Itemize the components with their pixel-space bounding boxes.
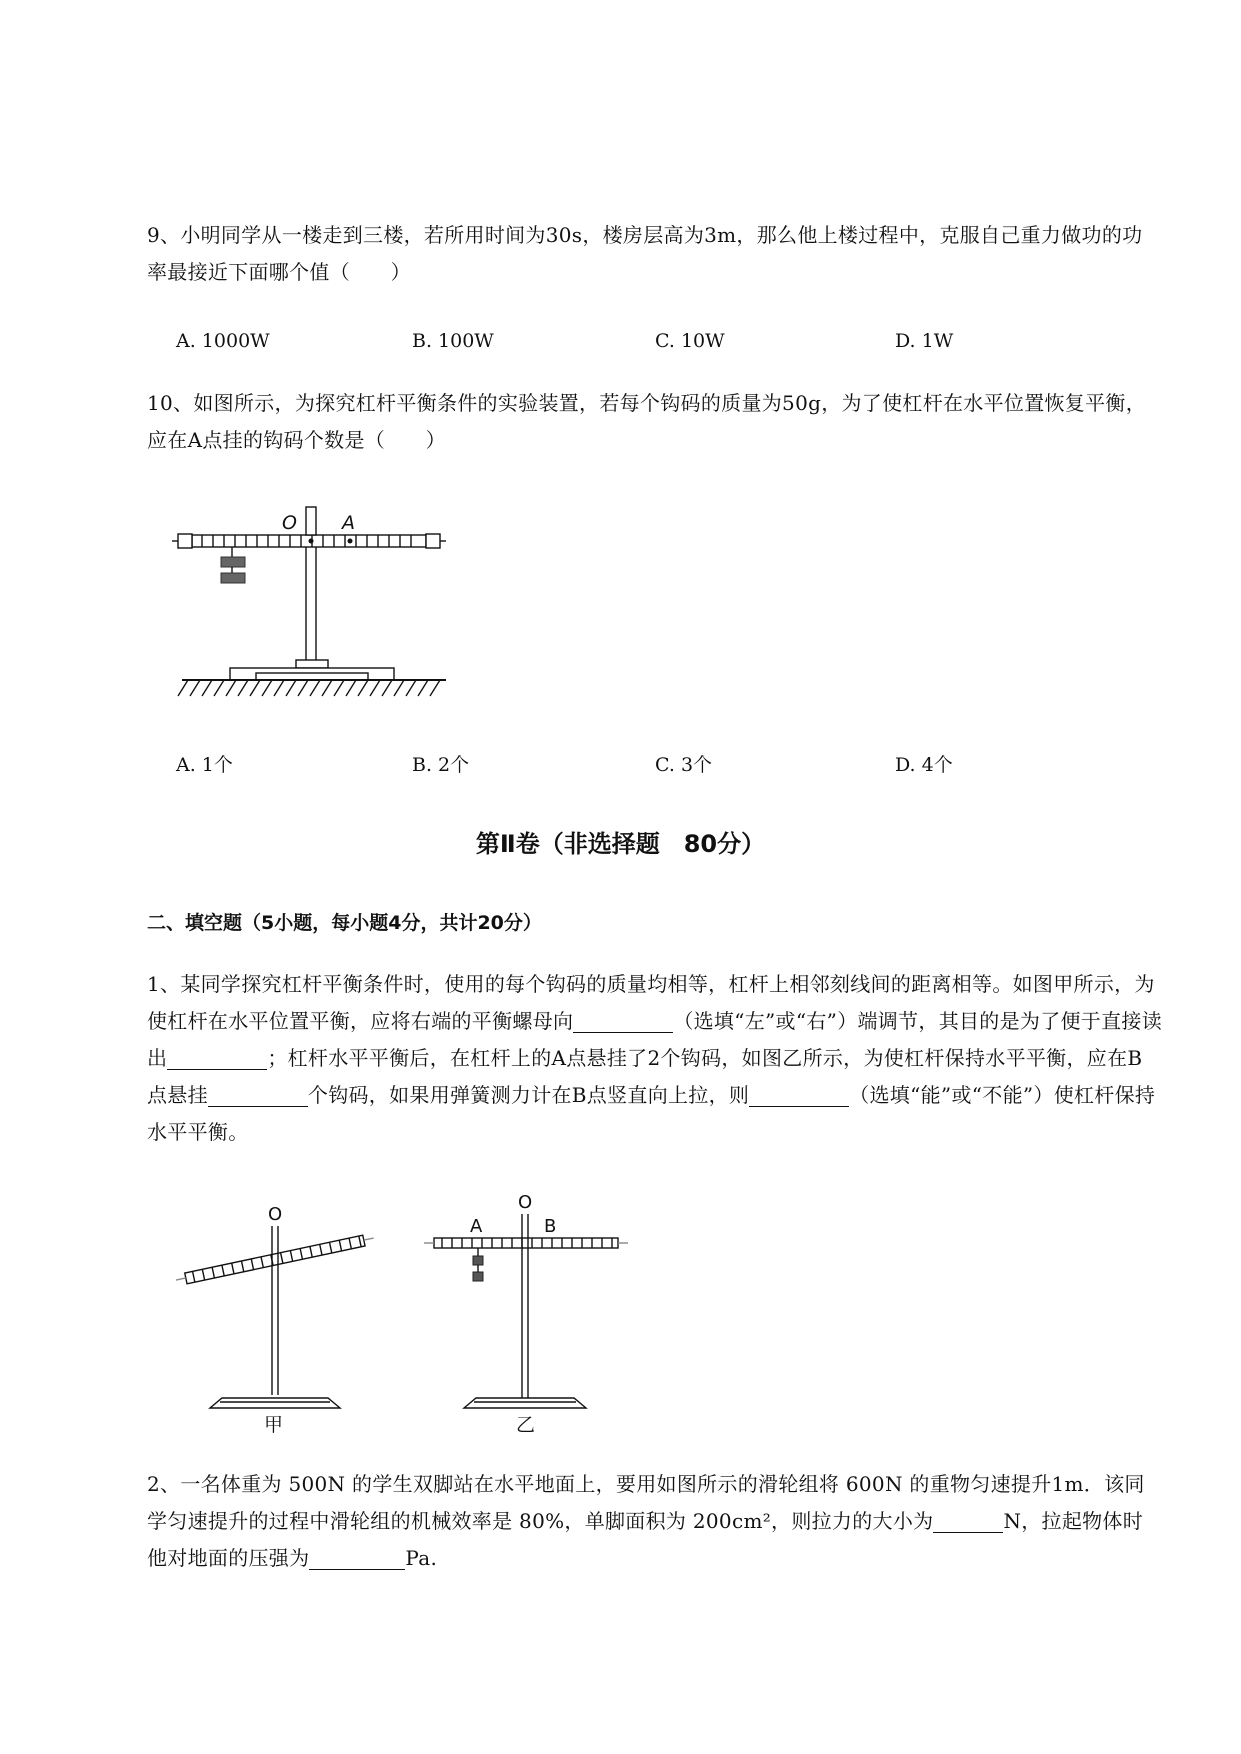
option-b[interactable]: B. 100W — [412, 330, 494, 352]
fill-question-1-text: 1、某同学探究杠杆平衡条件时，使用的每个钩码的质量均相等，杠杆上相邻刻线间的距离相等。如图甲所示，为使杠杆在水平位置平衡，应将右端的平衡螺母向 （选填“左”或“右”）端调节，其目的是为了便于直接读出 ；杠杆水平平衡后，在杠杆上的A点悬挂了2个钩码，如图乙所示，为使杠杆保持水平平衡，应在B点悬挂 个钩码，如果用弹簧测力计在B点竖直向上拉，则 （选填“能”或“不能”）使杠杆保持水平平衡。 — [147, 972, 1163, 1144]
option-d[interactable]: D. 4个 — [895, 754, 953, 776]
ground-hatch-line — [394, 680, 404, 696]
ground-hatch-line — [298, 680, 308, 696]
ground-hatch-line — [226, 680, 236, 696]
hook-weight — [221, 573, 245, 583]
answer-blank[interactable] — [167, 1047, 267, 1070]
label-o: O — [268, 1204, 283, 1225]
hook-weight — [473, 1272, 483, 1281]
ground-hatch-line — [202, 680, 212, 696]
ground-hatch-line — [214, 680, 224, 696]
question-10-options — [176, 750, 1076, 780]
ground-hatch-line — [430, 680, 440, 696]
ground-hatch-line — [322, 680, 332, 696]
figure-caption-jia: 甲 — [264, 1414, 284, 1436]
ground-hatch-line — [250, 680, 260, 696]
ground-hatch-line — [382, 680, 392, 696]
answer-blank[interactable] — [309, 1547, 405, 1570]
hook-weight — [221, 557, 245, 567]
answer-blank[interactable] — [933, 1510, 1003, 1533]
option-d[interactable]: D. 1W — [895, 330, 954, 352]
ground-hatch-line — [370, 680, 380, 696]
label-a: A — [470, 1216, 483, 1237]
ground-hatch-line — [334, 680, 344, 696]
label-a: A — [342, 512, 355, 534]
option-b[interactable]: B. 2个 — [412, 754, 470, 776]
label-b: B — [544, 1216, 557, 1237]
section-2-title: 二、填空题（5小题，每小题4分，共计20分） — [147, 912, 542, 934]
question-9-options — [176, 330, 1076, 360]
label-o: O — [518, 1192, 533, 1213]
fill-question-2-text: 2、一名体重为 500N 的学生双脚站在水平地面上，要用如图所示的滑轮组将 600N 的重物匀速提升1m．该同学匀速提升的过程中滑轮组的机械效率是 80%，单脚面积为 200cm²，则拉力的大小为 N，拉起物体时他对地面的压强为 Pa. — [147, 1472, 1145, 1570]
answer-blank[interactable] — [749, 1084, 849, 1107]
answer-blank[interactable] — [573, 1010, 673, 1033]
ground-hatch-line — [262, 680, 272, 696]
ground-hatch-line — [178, 680, 188, 696]
ground-hatch-line — [274, 680, 284, 696]
figure-caption-yi: 乙 — [516, 1414, 536, 1436]
ground-hatch-line — [418, 680, 428, 696]
label-o: O — [282, 512, 297, 534]
ground-hatch-line — [238, 680, 248, 696]
part-2-title: 第Ⅱ卷（非选择题 80分） — [475, 830, 766, 858]
ground-hatch-line — [286, 680, 296, 696]
option-a[interactable]: A. 1个 — [176, 754, 233, 776]
lever-apparatus-figure — [170, 495, 470, 710]
option-c[interactable]: C. 3个 — [655, 754, 713, 776]
lever-figure-yi — [420, 1190, 650, 1410]
question-9-text: 9、小明同学从一楼走到三楼，若所用时间为30s，楼房层高为3m，那么他上楼过程中，克服自己重力做功的功率最接近下面哪个值（ ） — [147, 223, 1143, 284]
question-10-text: 10、如图所示，为探究杠杆平衡条件的实验装置，若每个钩码的质量为50g，为了使杠杆在水平位置恢复平衡，应在A点挂的钩码个数是（ ） — [147, 391, 1146, 452]
ground-hatch-line — [358, 680, 368, 696]
ground-hatch-line — [310, 680, 320, 696]
option-c[interactable]: C. 10W — [655, 330, 725, 352]
ground-hatch-line — [406, 680, 416, 696]
answer-blank[interactable] — [208, 1084, 308, 1107]
ground-hatch-line — [346, 680, 356, 696]
ground-hatch-line — [190, 680, 200, 696]
lever-figure-jia — [170, 1190, 390, 1410]
option-a[interactable]: A. 1000W — [176, 330, 270, 352]
hook-weight — [473, 1256, 483, 1265]
